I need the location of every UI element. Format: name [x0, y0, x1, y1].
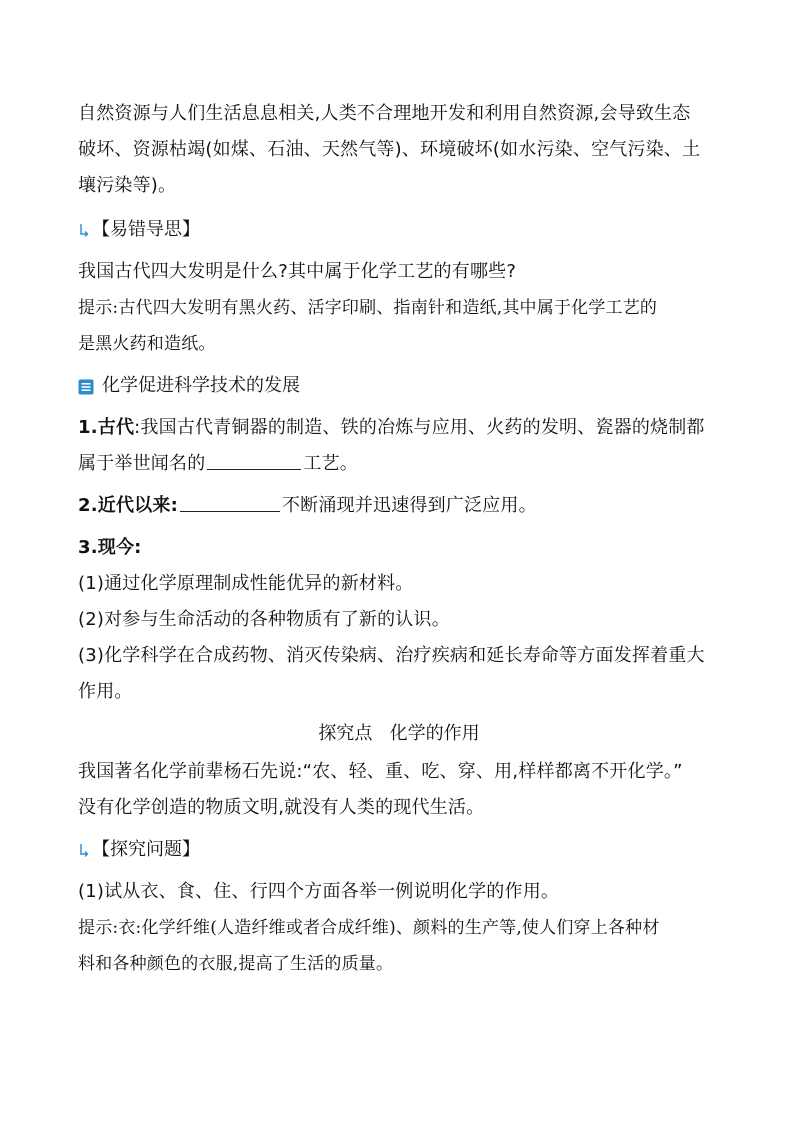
explore-intro — [78, 754, 720, 826]
item-text: 工艺。 — [303, 453, 359, 474]
section-title: 化学促进科学技术的发展 — [102, 375, 300, 396]
item-text: :我国古代青铜器的制造、铁的冶炼与应用、火药的发明、瓷器的烧制都 — [134, 417, 705, 438]
item-label: 3.现今 — [78, 537, 135, 558]
text-line — [78, 410, 720, 446]
answer-text: 料和各种颜色的衣服,提高了生活的质量。 — [78, 954, 394, 974]
error-guide-block — [78, 254, 720, 362]
fill-blank[interactable] — [207, 451, 301, 470]
question-text: 我国古代四大发明是什么?其中属于化学工艺的有哪些? — [78, 261, 517, 282]
question-text: (1)试从衣、食、住、行四个方面各举一例说明化学的作用。 — [78, 881, 560, 902]
sub-item: (2)对参与生命活动的各种物质有了新的认识。 — [78, 609, 450, 630]
explore-question-block — [78, 874, 720, 982]
item-colon: : — [170, 495, 178, 516]
text-line: 壤污染等)。 — [78, 175, 177, 196]
document-page — [78, 96, 720, 982]
error-guide-tag — [78, 212, 720, 248]
answer-text: 提示:衣:化学纤维(人造纤维或者合成纤维)、颜料的生产等,使人们穿上各种材 — [78, 918, 660, 938]
text-line: 破坏、资源枯竭(如煤、石油、天然气等)、环境破坏(如水污染、空气污染、土 — [78, 139, 701, 160]
item-colon: : — [134, 537, 142, 558]
fill-blank[interactable] — [180, 493, 280, 512]
tech-item-present — [78, 530, 720, 710]
answer-text: 提示:古代四大发明有黑火药、活字印刷、指南针和造纸,其中属于化学工艺的 — [78, 298, 658, 318]
list-section-icon — [78, 379, 94, 395]
sub-item: 作用。 — [78, 681, 133, 702]
arrow-tag-icon — [78, 843, 90, 859]
tech-item-ancient — [78, 410, 720, 482]
text-line — [78, 530, 720, 566]
explore-tag-title: 【探究问题】 — [92, 839, 200, 860]
item-label: 2.近代以来 — [78, 495, 171, 516]
text-line: 自然资源与人们生活息息相关,人类不合理地开发和利用自然资源,会导致生态 — [78, 103, 691, 124]
section-heading-tech — [78, 368, 720, 404]
explore-question-tag — [78, 832, 720, 868]
paragraph-natural-resources — [78, 96, 720, 204]
arrow-tag-icon — [78, 223, 90, 239]
text-line — [78, 446, 720, 482]
item-text: 不断涌现并迅速得到广泛应用。 — [281, 495, 537, 516]
answer-text: 是黑火药和造纸。 — [78, 334, 216, 354]
text-line: 我国著名化学前辈杨石先说:“农、轻、重、吃、穿、用,样样都离不开化学。” — [78, 761, 683, 782]
explore-heading: 探究点 化学的作用 — [318, 723, 480, 744]
sub-item: (3)化学科学在合成药物、消灭传染病、治疗疾病和延长寿命等方面发挥着重大 — [78, 645, 705, 666]
tech-item-modern — [78, 488, 720, 524]
text-line — [78, 488, 720, 524]
error-guide-title: 【易错导思】 — [92, 219, 200, 240]
item-label: 1.古代 — [78, 417, 135, 438]
text-line: 没有化学创造的物质文明,就没有人类的现代生活。 — [78, 797, 485, 818]
item-text: 属于举世闻名的 — [78, 453, 206, 474]
sub-item: (1)通过化学原理制成性能优异的新材料。 — [78, 573, 414, 594]
